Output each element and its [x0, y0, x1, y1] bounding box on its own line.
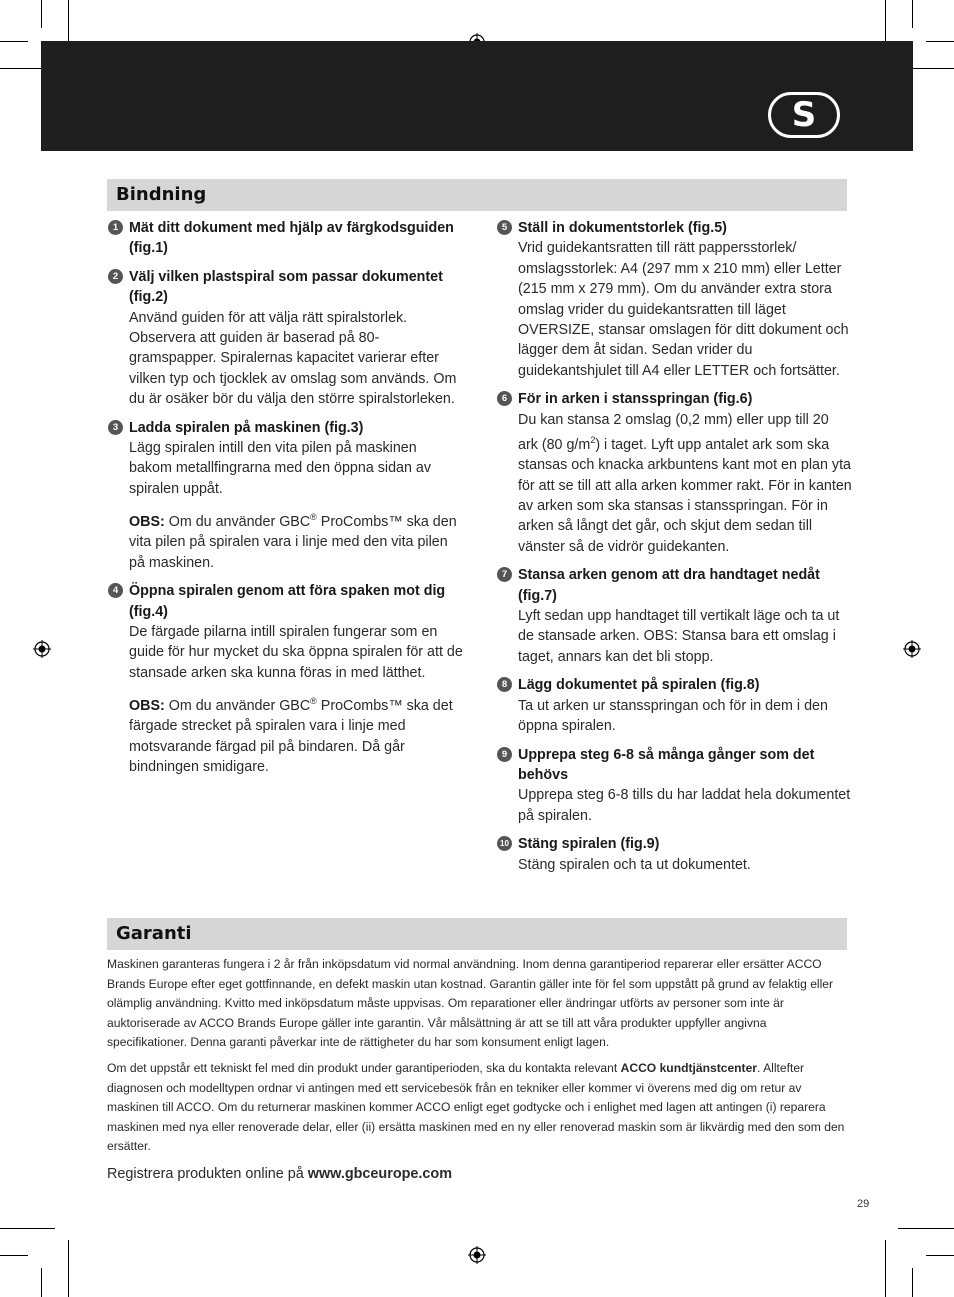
step-title: Ladda spiralen på maskinen (fig.3)	[129, 419, 364, 436]
binding-column-right	[497, 218, 852, 883]
step-4	[108, 581, 463, 683]
note-text: Om du använder GBC	[164, 514, 311, 531]
crop-mark	[926, 1255, 954, 1256]
registered-mark: ®	[310, 696, 317, 707]
guarantee-text	[107, 955, 849, 1191]
crop-mark	[898, 1228, 954, 1229]
step-body: Lägg spiralen intill den vita pilen på maskinen bakom metallfingrarna med den öppna sidan av spiralen uppåt.	[129, 440, 432, 497]
step-8	[497, 675, 852, 736]
step-number: 7	[497, 567, 512, 582]
step-3	[108, 418, 463, 500]
crop-mark	[0, 1228, 55, 1229]
note-label: OBS:	[129, 514, 165, 531]
register-line	[107, 1165, 849, 1185]
note-text: ProCombs™ ska det färgade strecket på spiralen vara i linje med motsvarande färgad pil på bindaren. Då går bindningen smidigare.	[129, 698, 453, 776]
superscript: 2	[590, 435, 596, 446]
crop-mark	[68, 1240, 69, 1297]
step-number: 2	[108, 269, 123, 284]
step-number: 4	[108, 583, 123, 598]
step-number: 10	[497, 836, 512, 851]
step-body-text: Du kan stansa 2 omslag (0,2 mm) eller upp till 20 ark (80 g/m	[518, 411, 829, 453]
step-2	[108, 267, 463, 410]
step-title: Lägg dokumentet på spiralen (fig.8)	[518, 677, 760, 694]
guarantee-paragraph: Maskinen garanteras fungera i 2 år från inköpsdatum vid normal användning. Inom denna garantiperiod reparerar eller ersätter ACCO Brands Europe efter eget gottfinnande, en defekt maskin utan kostnad. Garantin gäller inte för fel som uppstått på grund av felaktig eller olämplig användning. Kvitto med inköpsdatum måste uppvisas. Om reparationer eller ändringar utförts av personer som inte är auktoriserade av ACCO Brands Europe gäller inte garantin. Vår målsättning är att se till att våra produkter uppfyller angivna specifikationer. Denna garanti påverkar inte de rättigheter du har som konsument enligt lagen.	[107, 957, 834, 1050]
note-procombs-1	[108, 507, 463, 573]
page-number: 29	[857, 1198, 870, 1210]
step-body: De färgade pilarna intill spiralen fungerar som en guide för hur mycket du ska öppna spiralen för att de stansade arken ska kunna föras in med lätthet.	[129, 624, 463, 681]
step-body: Upprepa steg 6-8 tills du har laddat hela dokumentet på spiralen.	[518, 787, 851, 824]
customer-service-name: ACCO kundtjänstcenter	[620, 1060, 758, 1075]
step-1	[108, 218, 463, 259]
step-number: 1	[108, 220, 123, 235]
guarantee-paragraph	[107, 1059, 849, 1157]
step-title: Upprepa steg 6-8 så många gånger som det behövs	[518, 746, 815, 783]
note-procombs-2	[108, 691, 463, 777]
language-badge: S	[768, 92, 840, 138]
registration-mark-icon	[903, 640, 921, 658]
section-title-binding: Bindning	[107, 179, 847, 211]
register-url: www.gbceurope.com	[307, 1165, 452, 1182]
step-5	[497, 218, 852, 381]
step-number: 3	[108, 420, 123, 435]
step-number: 8	[497, 677, 512, 692]
note-text: ProCombs™ ska den vita pilen på spiralen vara i linje med den vita pilen på maskinen.	[129, 514, 457, 571]
crop-mark	[41, 1268, 42, 1297]
step-7	[497, 565, 852, 667]
section-title-guarantee: Garanti	[107, 918, 847, 950]
crop-mark	[912, 1268, 913, 1297]
crop-mark	[926, 41, 954, 42]
step-6	[497, 389, 852, 557]
step-10	[497, 834, 852, 875]
note-label: OBS:	[129, 698, 165, 715]
step-number: 9	[497, 747, 512, 762]
step-body-text: ) i taget. Lyft upp antalet ark som ska stansas och knacka arkbuntens kant mot en plan yta för att se till att alla arken kommer rakt. För in kanten av arken som ska stansas i stansspringan. För in arken så långt det går, och skjut dem sedan till vänster så de vidrör guidekanten.	[518, 436, 852, 555]
step-body: Vrid guidekantsratten till rätt pappersstorlek/ omslagsstorlek: A4 (297 mm x 210 mm) eller Letter (215 mm x 279 mm). Om du använder extra stora omslag vrider du guidekantsratten till läget OVERSIZE, stansar omslagen för ditt dokument och lägger dem åt sidan. Sedan vrider du guidekantshjulet till A4 eller LETTER och fortsätter.	[518, 240, 849, 379]
step-title: Stäng spiralen (fig.9)	[518, 836, 660, 853]
guarantee-text-part: . Alltefter diagnosen och modelltypen ordnar vi antingen med ett servicebesök från en tekniker eller kommer vi överens med dig om retur av maskinen till ACCO. Om du returnerar maskinen kommer ACCO enligt eget godtycke och i enlighet med lagen att antingen (i) reparera maskinen med nya eller renoverade delar, eller (ii) ersätta maskinen med en ny eller renoverad maskin som är likvärdig med den som den ersätter.	[107, 1060, 845, 1154]
crop-mark	[41, 0, 42, 28]
crop-mark	[912, 0, 913, 28]
step-body: Använd guiden för att välja rätt spiralstorlek. Observera att guiden är baserad på 80-gramspapper. Spiralernas kapacitet varierar efter vilken typ och tjocklek av omslag som används. Om du är osäker bör du välja den större spiralstorleken.	[129, 309, 457, 408]
step-number: 6	[497, 391, 512, 406]
binding-column-left	[108, 218, 463, 786]
register-text: Registrera produkten online på	[107, 1165, 308, 1182]
step-title: Öppna spiralen genom att föra spaken mot dig (fig.4)	[129, 583, 446, 620]
step-9	[497, 745, 852, 827]
step-title: Ställ in dokumentstorlek (fig.5)	[518, 220, 727, 236]
step-title: Stansa arken genom att dra handtaget nedåt (fig.7)	[518, 567, 820, 604]
registration-mark-icon	[33, 640, 51, 658]
step-number: 5	[497, 220, 512, 235]
step-title: För in arken i stansspringan (fig.6)	[518, 391, 753, 408]
crop-mark	[885, 1240, 886, 1297]
step-title: Mät ditt dokument med hjälp av färgkodsguiden (fig.1)	[129, 220, 454, 257]
crop-mark	[0, 1255, 28, 1256]
note-text: Om du använder GBC	[164, 698, 311, 715]
step-body	[518, 410, 852, 558]
step-title: Välj vilken plastspiral som passar dokumentet (fig.2)	[129, 268, 443, 306]
crop-mark	[0, 41, 28, 42]
registration-mark-icon	[468, 1246, 486, 1264]
step-body: Stäng spiralen och ta ut dokumentet.	[518, 856, 751, 873]
step-body: Lyft sedan upp handtaget till vertikalt läge och ta ut de stansade arken. OBS: Stansa bara ett omslag i taget, annars kan det bli stopp.	[518, 608, 840, 665]
guarantee-text-part: Om det uppstår ett tekniskt fel med din produkt under garantiperioden, ska du kontakta relevant	[107, 1060, 621, 1075]
registered-mark: ®	[310, 512, 317, 523]
step-body: Ta ut arken ur stansspringan och för in dem i den öppna spiralen.	[518, 697, 828, 735]
